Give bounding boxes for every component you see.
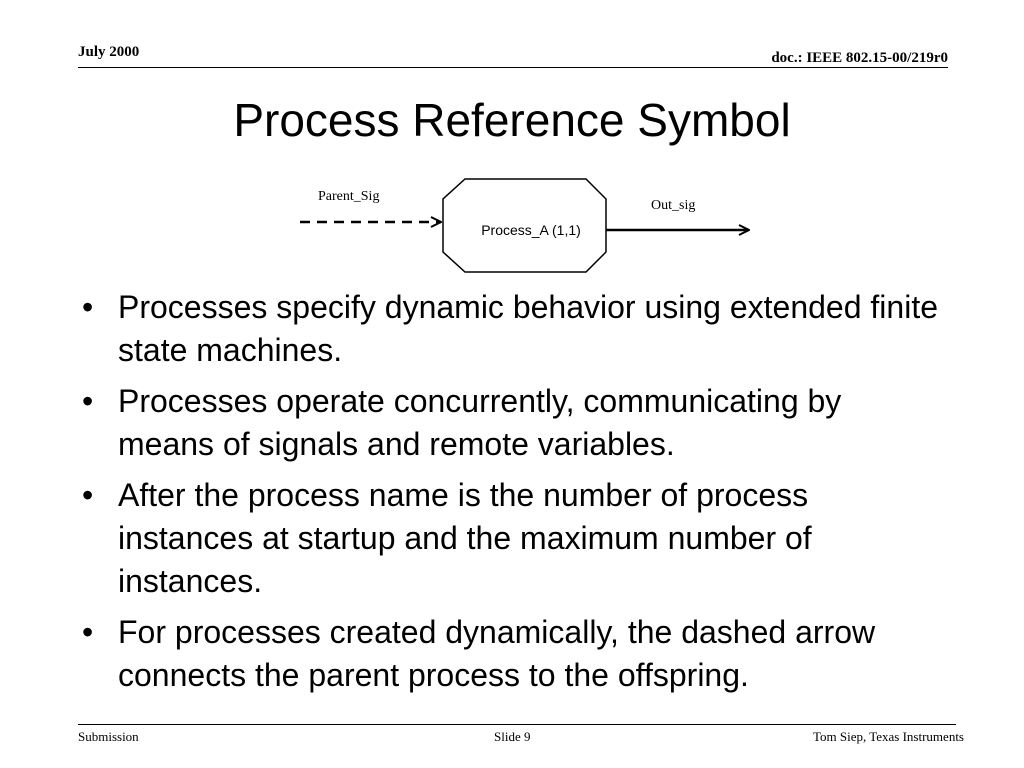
bullet-item — [78, 286, 938, 372]
bullet-text: For processes created dynamically, the dashed arrow connects the parent process to the offspring. — [118, 614, 876, 693]
output-signal-label: Out_sig — [651, 198, 696, 213]
bullet-item — [78, 380, 938, 466]
header-doc-id: doc.: IEEE 802.15-00/219r0 — [771, 50, 948, 66]
slide-title: Process Reference Symbol — [233, 94, 791, 146]
footer-submission: Submission — [78, 729, 139, 744]
bullet-text: After the process name is the number of process instances at startup and the maximum number of instances. — [118, 477, 812, 599]
bullet-dot-icon: • — [82, 383, 94, 419]
footer-author: Tom Siep, Texas Instruments — [812, 729, 964, 744]
bullet-list — [78, 286, 938, 705]
bullet-dot-icon: • — [82, 289, 94, 325]
footer-divider — [78, 724, 956, 725]
bullet-item — [78, 474, 938, 603]
header-date: July 2000 — [78, 44, 140, 60]
footer-slide-number: Slide 9 — [494, 729, 531, 744]
bullet-item — [78, 611, 938, 697]
process-label: Process_A (1,1) — [481, 222, 581, 238]
bullet-dot-icon: • — [82, 614, 94, 650]
bullet-text: Processes operate concurrently, communicating by means of signals and remote variables. — [118, 383, 842, 462]
input-signal-label: Parent_Sig — [318, 189, 380, 204]
bullet-text: Processes specify dynamic behavior using extended finite state machines. — [118, 289, 938, 368]
process-diagram — [0, 0, 1024, 290]
bullet-dot-icon: • — [82, 477, 94, 513]
